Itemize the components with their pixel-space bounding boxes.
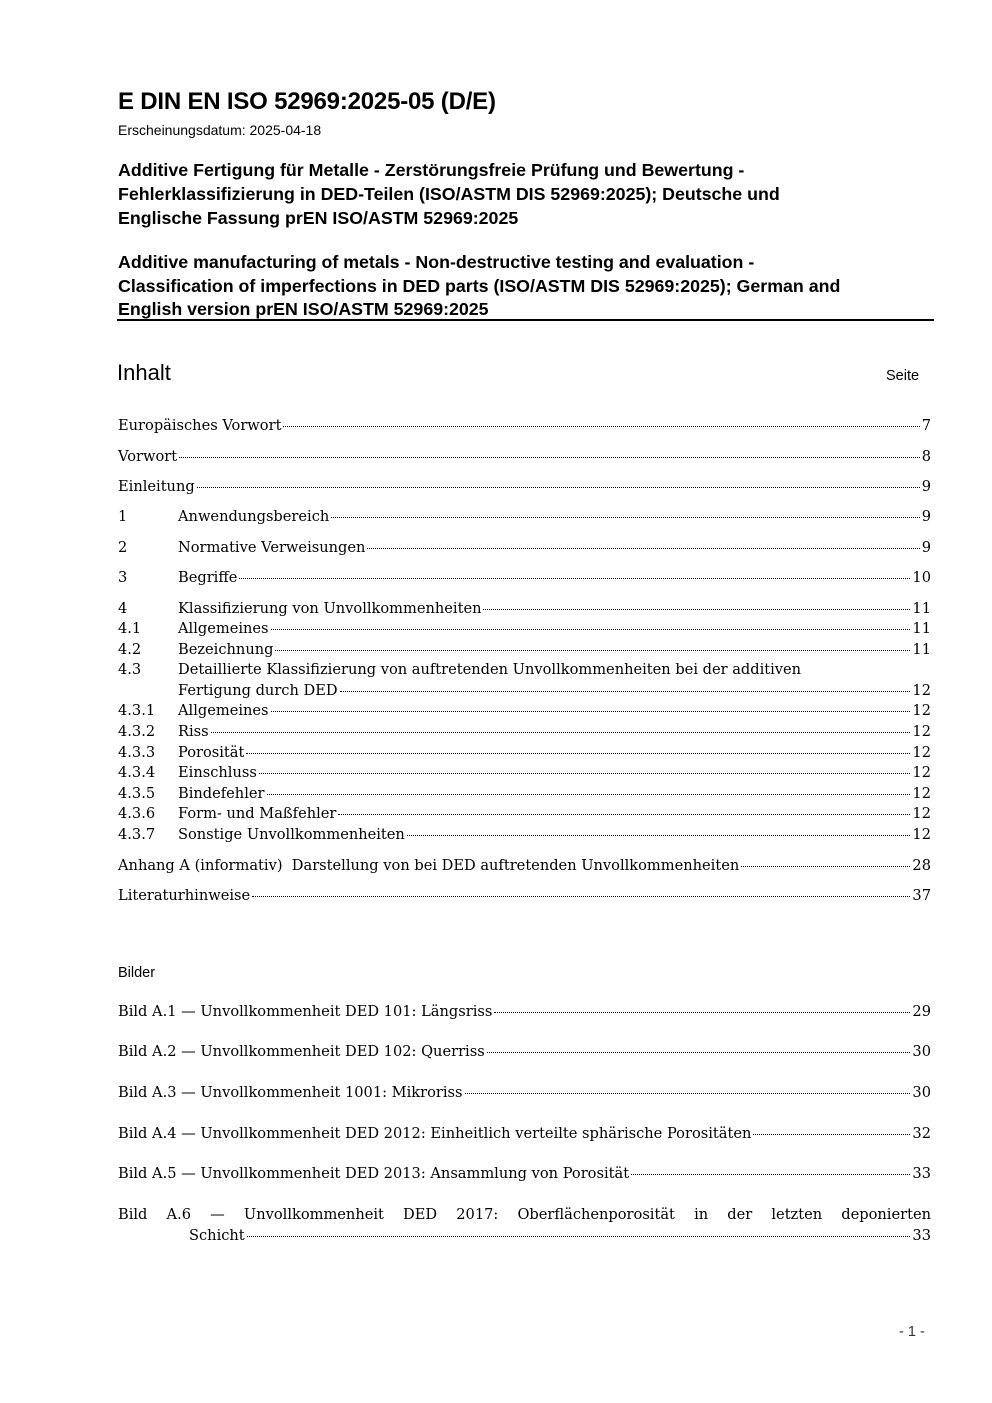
title-german: [118, 158, 938, 230]
title-german-line: Englische Fassung prEN ISO/ASTM 52969:2025: [118, 208, 519, 228]
toc-entry-page: 12: [912, 764, 931, 781]
toc-entry-title: Fertigung durch DED: [178, 681, 338, 699]
toc-entry-title: Riss: [178, 723, 209, 740]
figure-entry-a4[interactable]: [118, 1124, 931, 1144]
toc-entry-page: 12: [912, 723, 931, 740]
toc-entry-1[interactable]: [118, 507, 931, 527]
toc-entry-4-3-1[interactable]: [118, 701, 931, 721]
toc-entry-4[interactable]: [118, 599, 931, 619]
toc-entry-page: 12: [912, 744, 931, 761]
toc-entry-number: 4.2: [118, 641, 142, 658]
figure-entry-title: Bild A.3 — Unvollkommenheit 1001: Mikroriss: [118, 1084, 463, 1101]
toc-leader: [340, 691, 911, 692]
figure-entry-page: 32: [912, 1125, 931, 1142]
toc-entry-4-3[interactable]: [118, 660, 931, 701]
toc-entry-page: 12: [912, 702, 931, 719]
toc-entry-number: 3: [118, 569, 128, 586]
toc-entry-page: 11: [912, 600, 931, 617]
toc-leader: [246, 753, 910, 754]
toc-entry-number: 4.3.4: [118, 764, 156, 781]
toc-entry-title: Porosität: [178, 744, 245, 761]
toc-entry-number: 4.3.7: [118, 826, 156, 843]
toc-leader: [179, 457, 920, 458]
toc-page-label: Seite: [886, 368, 920, 384]
toc-entry-4-3-2[interactable]: [118, 722, 931, 742]
figure-entry-title: Bild A.4 — Unvollkommenheit DED 2012: Einheitlich verteilte sphärische Porositäten: [118, 1125, 752, 1142]
document-number: E DIN EN ISO 52969:2025-05 (D/E): [118, 88, 496, 115]
figure-entry-a2[interactable]: [118, 1042, 931, 1062]
toc-entry-number: 2: [118, 539, 128, 556]
toc-entry-vorwort[interactable]: [118, 447, 931, 467]
figure-entry-a1[interactable]: [118, 1002, 931, 1022]
toc-leader: [252, 896, 910, 897]
figure-entry-page: 33: [912, 1226, 931, 1244]
toc-entry-anhang-a[interactable]: [118, 856, 931, 876]
toc-entry-4-3-6[interactable]: [118, 804, 931, 824]
toc-entry-page: 9: [921, 508, 931, 525]
toc-leader: [753, 1134, 910, 1135]
toc-entry-page: 11: [912, 641, 931, 658]
toc-leader: [271, 629, 911, 630]
title-german-line: Additive Fertigung für Metalle - Zerstörungsfreie Prüfung und Bewertung -: [118, 160, 745, 180]
title-english: [118, 251, 938, 322]
toc-leader: [267, 794, 911, 795]
toc-entry-4-3-7[interactable]: [118, 825, 931, 845]
toc-entry-page: 11: [912, 620, 931, 637]
toc-entry-4-3-3[interactable]: [118, 743, 931, 763]
toc-leader: [367, 548, 919, 549]
toc-entry-page: 37: [912, 887, 931, 904]
toc-entry-title: Klassifizierung von Unvollkommenheiten: [178, 600, 482, 617]
title-german-line: Fehlerklassifizierung in DED-Teilen (ISO/ASTM DIS 52969:2025); Deutsche und: [118, 184, 780, 204]
toc-entry-number: 4.3.6: [118, 805, 156, 822]
toc-leader: [247, 1236, 911, 1237]
toc-entry-number: 4.3: [118, 661, 142, 678]
toc-entry-title: Allgemeines: [178, 702, 269, 719]
toc-leader: [487, 1052, 911, 1053]
toc-entry-4-3-5[interactable]: [118, 784, 931, 804]
toc-entry-number: 4.3.1: [118, 702, 156, 719]
toc-entry-number: 4.3.3: [118, 744, 156, 761]
toc-leader: [494, 1012, 910, 1013]
figure-entry-page: 30: [912, 1043, 931, 1060]
toc-entry-number: 4.3.2: [118, 723, 156, 740]
toc-entry-2[interactable]: [118, 538, 931, 558]
toc-leader: [338, 814, 910, 815]
toc-leader: [631, 1174, 910, 1175]
toc-entry-literaturhinweise[interactable]: [118, 886, 931, 906]
toc-leader: [483, 609, 910, 610]
figure-entry-title: Schicht: [189, 1226, 245, 1244]
toc-entry-title: Anhang A (informativ) Darstellung von bei DED auftretenden Unvollkommenheiten: [118, 857, 740, 874]
toc-entry-title: Europäisches Vorwort: [118, 417, 282, 434]
title-english-line: Additive manufacturing of metals - Non-destructive testing and evaluation -: [118, 252, 755, 272]
publication-date: Erscheinungsdatum: 2025-04-18: [118, 122, 322, 138]
toc-entry-europaeisches-vorwort[interactable]: [118, 416, 931, 436]
toc-leader: [271, 711, 911, 712]
figure-entry-title: Bild A.2 — Unvollkommenheit DED 102: Querriss: [118, 1043, 485, 1060]
toc-entry-page: 28: [912, 857, 931, 874]
toc-entry-title: Detaillierte Klassifizierung von auftretenden Unvollkommenheiten bei der additiven: [178, 661, 802, 678]
figure-entry-page: 30: [912, 1084, 931, 1101]
figure-entry-a3[interactable]: [118, 1083, 931, 1103]
toc-entry-page: 12: [912, 785, 931, 802]
toc-entry-4-1[interactable]: [118, 619, 931, 639]
toc-leader: [259, 773, 911, 774]
page-number: - 1 -: [899, 1324, 925, 1340]
toc-entry-page: 9: [921, 478, 931, 495]
toc-entry-title: Form- und Maßfehler: [178, 805, 337, 822]
toc-entry-number: 1: [118, 508, 128, 525]
toc-leader: [741, 866, 910, 867]
toc-leader: [275, 650, 910, 651]
toc-entry-number: 4.1: [118, 620, 142, 637]
toc-entry-page: 12: [912, 826, 931, 843]
toc-entry-title: Bindefehler: [178, 785, 265, 802]
toc-entry-title: Sonstige Unvollkommenheiten: [178, 826, 405, 843]
toc-entry-page: 12: [912, 681, 931, 699]
figures-heading: Bilder: [118, 965, 156, 981]
toc-entry-title: Begriffe: [178, 569, 238, 586]
title-divider: [117, 319, 934, 321]
toc-entry-title: Literaturhinweise: [118, 887, 251, 904]
figure-entry-title: Bild A.6 — Unvollkommenheit DED 2017: Oberflächenporosität in der letzten deponierten: [118, 1206, 931, 1223]
toc-entry-title: Normative Verweisungen: [178, 539, 366, 556]
toc-entry-page: 12: [912, 805, 931, 822]
toc-leader: [465, 1093, 911, 1094]
toc-entry-page: 10: [912, 569, 931, 586]
toc-entry-title: Vorwort: [118, 448, 178, 465]
figure-entry-title: Bild A.5 — Unvollkommenheit DED 2013: Ansammlung von Porosität: [118, 1165, 630, 1182]
toc-entry-einleitung[interactable]: [118, 477, 931, 497]
toc-entry-number: 4.3.5: [118, 785, 156, 802]
toc-entry-4-3-4[interactable]: [118, 763, 931, 783]
toc-heading: Inhalt: [117, 360, 171, 385]
toc-entry-4-2[interactable]: [118, 640, 931, 660]
figure-entry-page: 29: [912, 1003, 931, 1020]
toc-leader: [197, 487, 920, 488]
title-english-line: Classification of imperfections in DED parts (ISO/ASTM DIS 52969:2025); German and: [118, 275, 841, 296]
toc-entry-page: 9: [921, 539, 931, 556]
title-english-line: English version prEN ISO/ASTM 52969:2025: [118, 299, 489, 319]
toc-entry-page: 8: [921, 448, 931, 465]
toc-entry-title: Bezeichnung: [178, 641, 274, 658]
toc-entry-title: Einschluss: [178, 764, 257, 781]
toc-entry-3[interactable]: [118, 568, 931, 588]
figure-entry-a6[interactable]: [118, 1205, 931, 1246]
toc-entry-title: Anwendungsbereich: [178, 508, 330, 525]
toc-entry-number: 4: [118, 600, 128, 617]
toc-leader: [239, 578, 910, 579]
toc-entry-title: Einleitung: [118, 478, 195, 495]
toc-entry-title: Allgemeines: [178, 620, 269, 637]
toc-leader: [283, 426, 919, 427]
toc-entry-page: 7: [921, 417, 931, 434]
figure-entry-title: Bild A.1 — Unvollkommenheit DED 101: Längsriss: [118, 1003, 493, 1020]
toc-leader: [407, 835, 911, 836]
figure-entry-a5[interactable]: [118, 1164, 931, 1184]
toc-leader: [331, 517, 919, 518]
figure-entry-page: 33: [912, 1165, 931, 1182]
toc-leader: [211, 732, 911, 733]
